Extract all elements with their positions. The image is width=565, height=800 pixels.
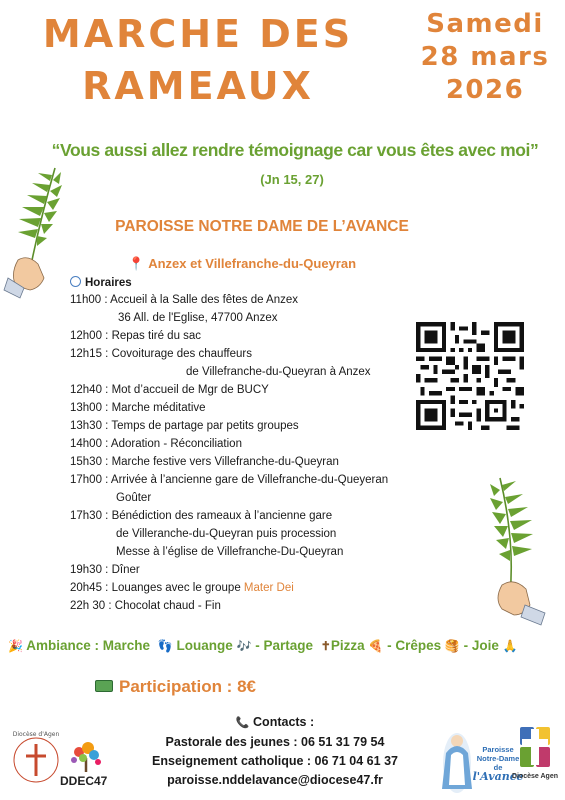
- schedule-item: 12h00 : Repas tiré du sac: [70, 330, 202, 342]
- location: 📍 Anzex et Villefranche-du-Queyran: [128, 256, 357, 271]
- party-popper-icon: 🎉: [8, 639, 23, 653]
- schedule-item: 20h45 : Louanges avec le groupe Mater Dei: [70, 582, 294, 594]
- notre-dame-avance-logo: Paroisse Notre-Dame de l'Avance: [440, 725, 520, 795]
- schedule-item: de Villeranche-du-Queyran puis procession: [116, 528, 337, 540]
- schedule-item: 36 All. de l'Eglise, 47700 Anzex: [118, 312, 278, 324]
- schedule-heading: Horaires: [70, 276, 132, 289]
- ambiance-line: 🎉 Ambiance : Marche 👣 Louange 🎶 - Partage ✝Pizza 🍕 - Crêpes 🥞 - Joie 🙏: [8, 638, 518, 653]
- clock-icon: [70, 276, 81, 287]
- contact-email[interactable]: paroisse.nddelavance@diocese47.fr: [167, 773, 383, 787]
- phone-icon: 📞: [235, 717, 250, 729]
- diocese-cross-icon: [518, 725, 552, 769]
- contacts-block: 📞 Contacts : Pastorale des jeunes : 06 51 31 79 54 Enseignement catholique : 06 71 04 61 37 paroisse.nddelavance@diocese47.fr: [120, 713, 430, 790]
- palm-hands-icon: [0, 160, 70, 305]
- schedule-item: 14h00 : Adoration - Réconciliation: [70, 438, 242, 450]
- schedule-item: 22h 30 : Chocolat chaud - Fin: [70, 600, 221, 612]
- palm-hands-icon: [470, 470, 555, 630]
- schedule-item: Messe à l’église de Villefranche-Du-Queyran: [116, 546, 344, 558]
- contact-phone-school: Enseignement catholique : 06 71 04 61 37: [152, 754, 398, 768]
- schedule-item: 19h30 : Dîner: [70, 564, 140, 576]
- participation-fee: Participation : 8€: [95, 677, 256, 697]
- schedule-item: 13h30 : Temps de partage par petits groupes: [70, 420, 299, 432]
- svg-text:Diocèse d'Agen: Diocèse d'Agen: [12, 731, 60, 738]
- tree-icon: [66, 740, 106, 774]
- schedule-item: 11h00 : Accueil à la Salle des fêtes de Anzex: [70, 294, 299, 306]
- schedule-item: 17h30 : Bénédiction des rameaux à l’ancienne gare: [70, 510, 333, 522]
- cross-icon: ✝: [320, 639, 331, 653]
- schedule-item: 12h15 : Covoiturage des chauffeurs: [70, 348, 252, 360]
- praying-hands-icon: 🙏: [502, 639, 518, 653]
- ddec47-logo: DDEC47: [60, 740, 120, 795]
- event-title: MARCHE DES RAMEAUX: [42, 12, 354, 108]
- schedule-item: Goûter: [116, 492, 152, 504]
- pin-icon: 📍: [128, 256, 145, 271]
- footprints-icon: 👣: [157, 639, 173, 653]
- schedule-item: 12h40 : Mot d’accueil de Mgr de BUCY: [70, 384, 269, 396]
- parish-name: PAROISSE NOTRE DAME DE L’AVANCE: [115, 218, 409, 235]
- event-date: Samedi 28 mars 2026: [420, 9, 550, 105]
- bible-reference: (Jn 15, 27): [260, 172, 324, 187]
- group-name: Mater Dei: [243, 582, 294, 594]
- banknote-icon: [95, 680, 113, 692]
- qr-code: [415, 322, 525, 430]
- virgin-mary-icon: [440, 725, 474, 795]
- schedule-list: [70, 291, 430, 615]
- pizza-icon: 🍕: [368, 639, 384, 653]
- diocese-agen-logo: Diocèse Agen: [510, 725, 560, 795]
- music-notes-icon: 🎶: [236, 639, 252, 653]
- pancakes-icon: 🥞: [444, 639, 460, 653]
- contact-phone-youth: Pastorale des jeunes : 06 51 31 79 54: [165, 735, 385, 749]
- schedule-item: 17h00 : Arrivée à l’ancienne gare de Villefranche-du-Queyeran: [70, 474, 389, 486]
- bible-quote: “Vous aussi allez rendre témoignage car vous êtes avec moi”: [51, 140, 539, 160]
- schedule-item: de Villefranche-du-Queyran à Anzex: [186, 366, 371, 378]
- schedule-item: 15h30 : Marche festive vers Villefranche-du-Queyran: [70, 456, 339, 468]
- schedule-item: 13h00 : Marche méditative: [70, 402, 206, 414]
- diocese-youth-logo: [8, 722, 64, 792]
